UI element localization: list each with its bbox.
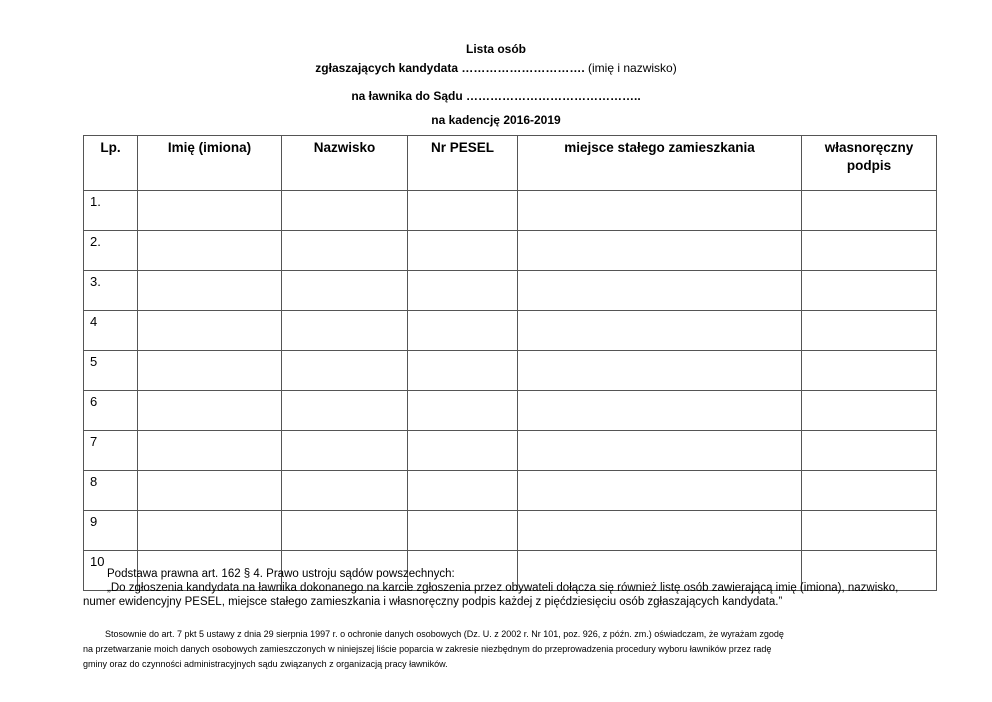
cell-address[interactable] — [518, 391, 802, 431]
consent-line: Stosownie do art. 7 pkt 5 ustawy z dnia 29 sierpnia 1997 r. o ochronie danych osobowych (Dz. U. z 2002 r. Nr 101, poz. 926, z późn. zm.) oświadczam, że wyrażam zgodę — [105, 629, 784, 639]
cell-last-name[interactable] — [282, 391, 408, 431]
legal-basis-quote-line: „Do zgłoszenia kandydata na ławnika dokonanego na karcie zgłoszenia przez obywateli dołącza się również listę osób zawierającą imię (imiona), nazwisko, — [107, 582, 899, 594]
cell-lp: 2. — [84, 231, 138, 271]
table-row — [84, 431, 937, 471]
candidate-label: zgłaszających kandydata …………………………. — [315, 61, 585, 75]
cell-signature[interactable] — [802, 191, 937, 231]
cell-lp: 9 — [84, 511, 138, 551]
cell-pesel[interactable] — [408, 391, 518, 431]
cell-last-name[interactable] — [282, 191, 408, 231]
table-row — [84, 311, 937, 351]
legal-basis-quote-line: numer ewidencyjny PESEL, miejsce stałego zamieszkania i własnoręczny podpis każdej z pięćdziesięciu osób zgłaszających kandydata.” — [83, 596, 783, 608]
cell-signature[interactable] — [802, 351, 937, 391]
cell-lp: 10 — [84, 551, 138, 591]
cell-first-name[interactable] — [138, 191, 282, 231]
legal-basis — [83, 567, 943, 609]
cell-last-name[interactable] — [282, 311, 408, 351]
cell-signature[interactable] — [802, 511, 937, 551]
cell-last-name[interactable] — [282, 271, 408, 311]
cell-first-name[interactable] — [138, 271, 282, 311]
cell-pesel[interactable] — [408, 431, 518, 471]
cell-first-name[interactable] — [138, 471, 282, 511]
cell-first-name[interactable] — [138, 351, 282, 391]
cell-lp: 3. — [84, 271, 138, 311]
cell-address[interactable] — [518, 271, 802, 311]
table-row — [84, 191, 937, 231]
cell-pesel[interactable] — [408, 511, 518, 551]
cell-lp: 6 — [84, 391, 138, 431]
cell-signature[interactable] — [802, 431, 937, 471]
cell-lp: 8 — [84, 471, 138, 511]
cell-address[interactable] — [518, 431, 802, 471]
list-subtitle-court: na ławnika do Sądu …………………………………….. — [351, 89, 641, 103]
cell-last-name[interactable] — [282, 511, 408, 551]
list-subtitle-candidate — [0, 61, 992, 75]
column-header-signature: własnoręczny podpis — [802, 136, 937, 191]
cell-first-name[interactable] — [138, 391, 282, 431]
data-consent-statement — [83, 627, 943, 672]
cell-signature[interactable] — [802, 471, 937, 511]
cell-signature[interactable] — [802, 231, 937, 271]
cell-last-name[interactable] — [282, 231, 408, 271]
cell-last-name[interactable] — [282, 431, 408, 471]
table-row — [84, 391, 937, 431]
cell-address[interactable] — [518, 351, 802, 391]
cell-lp: 4 — [84, 311, 138, 351]
table-row — [84, 511, 937, 551]
cell-pesel[interactable] — [408, 271, 518, 311]
signatories-table — [83, 135, 937, 591]
cell-pesel[interactable] — [408, 311, 518, 351]
candidate-name-hint: (imię i nazwisko) — [584, 61, 677, 75]
cell-address[interactable] — [518, 471, 802, 511]
table-header-row — [84, 136, 937, 191]
cell-signature[interactable] — [802, 311, 937, 351]
column-header-last-name: Nazwisko — [282, 136, 408, 191]
consent-line: na przetwarzanie moich danych osobowych zamieszczonych w niniejszej liście poparcia w zakresie niezbędnym do przeprowadzenia procedury wyboru ławników przez radę — [83, 644, 772, 654]
cell-address[interactable] — [518, 231, 802, 271]
table-row — [84, 271, 937, 311]
cell-pesel[interactable] — [408, 231, 518, 271]
cell-address[interactable] — [518, 191, 802, 231]
cell-signature[interactable] — [802, 271, 937, 311]
cell-last-name[interactable] — [282, 471, 408, 511]
cell-signature[interactable] — [802, 391, 937, 431]
column-header-pesel: Nr PESEL — [408, 136, 518, 191]
cell-address[interactable] — [518, 311, 802, 351]
cell-first-name[interactable] — [138, 311, 282, 351]
cell-first-name[interactable] — [138, 431, 282, 471]
table-row — [84, 471, 937, 511]
cell-lp: 7 — [84, 431, 138, 471]
table-row — [84, 351, 937, 391]
column-header-first-name: Imię (imiona) — [138, 136, 282, 191]
consent-line: gminy oraz do czynności administracyjnych sądu związanych z organizacją pracy ławników. — [83, 659, 448, 669]
cell-pesel[interactable] — [408, 471, 518, 511]
cell-lp: 5 — [84, 351, 138, 391]
cell-last-name[interactable] — [282, 351, 408, 391]
cell-address[interactable] — [518, 511, 802, 551]
legal-basis-title: Podstawa prawna art. 162 § 4. Prawo ustroju sądów powszechnych: — [107, 568, 455, 580]
cell-pesel[interactable] — [408, 351, 518, 391]
cell-first-name[interactable] — [138, 231, 282, 271]
list-title: Lista osób — [465, 42, 526, 56]
cell-pesel[interactable] — [408, 191, 518, 231]
cell-first-name[interactable] — [138, 511, 282, 551]
table-row — [84, 231, 937, 271]
column-header-address: miejsce stałego zamieszkania — [518, 136, 802, 191]
column-header-lp: Lp. — [84, 136, 138, 191]
cell-lp: 1. — [84, 191, 138, 231]
list-subtitle-term: na kadencję 2016-2019 — [431, 113, 561, 127]
